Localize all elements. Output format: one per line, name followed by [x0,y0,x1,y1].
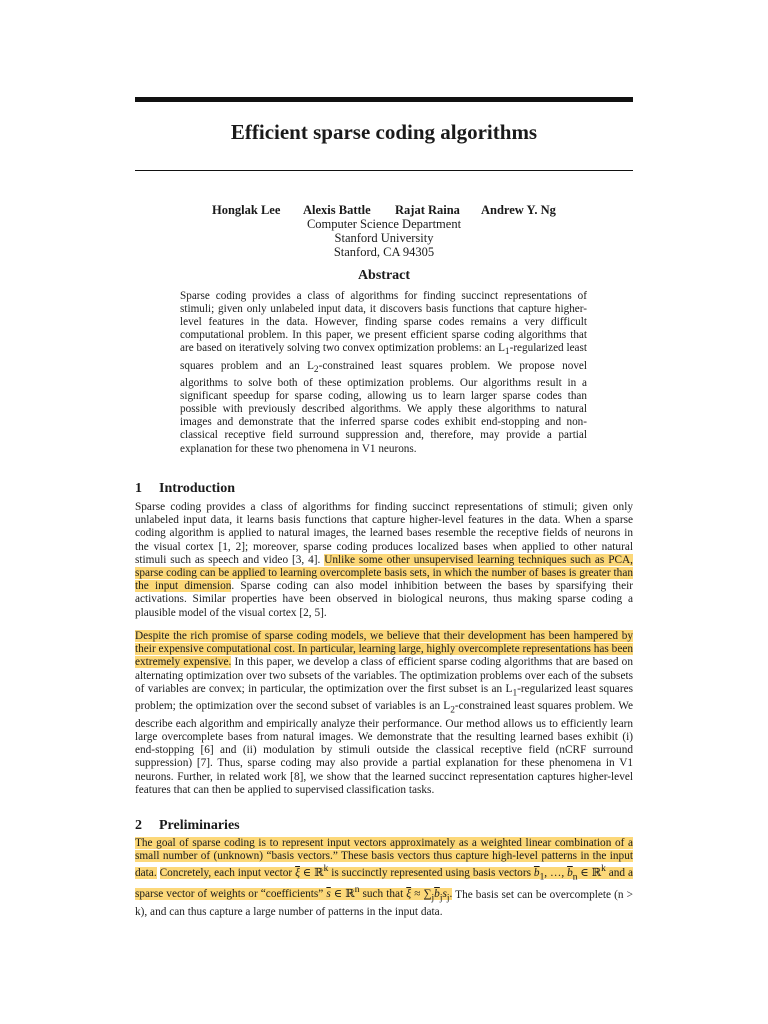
subscript: j [431,893,435,904]
math-symbol: ≈ ∑ [411,888,432,901]
math-symbol: $\overline{s}$ [326,888,331,901]
text-span: is succinctly represented using basis vectors [328,867,534,880]
text-span: -regularized least squares problem; the optimization over the second subset of variables is an [135,682,633,713]
author-name: Alexis Battle [303,203,371,217]
text-span: such that [359,888,407,901]
text-span: -constrained least squares problem. We describe each algorithm and empirically analyze their performance. Our method allows us to efficiently learn large overcomplete bases from natural images. We demonstrate that the resulting learned bases exhibit (i) end-stopping [6] and (ii) modulation by stimuli outside the classical receptive field (nCRF surround suppression) [7]. Thus, sparse coding may also provide a partial explanation for these phenomena in V1 neurons. Further, in related work [8], we show that the learned succinct representation captures higher-level features that can then be applied to supervised classification tasks. [135,700,633,796]
text-span: and a sparse vector of weights or “coefficients” [135,867,633,901]
abstract-subscript: 1 [504,347,510,358]
text-span: L [505,682,513,695]
prelim-paragraph [135,837,633,919]
subscript: 2 [450,705,455,716]
highlighted-text: Unlike some other unsupervised learning techniques such as PCA, sparse coding can be applied to learning overcomplete basis sets, in which the number of bases is greater than the input dimension [135,553,633,593]
superscript: k [601,864,606,875]
text-span: In this paper, we develop a class of efficient sparse coding algorithms that are based on alternating optimization over two subsets of the variables. The optimization problems over each of the subsets of variables are convex; in particular, the optimization over the first subset is an [135,656,633,695]
math-symbol: $\overline{b}$ [567,867,573,880]
abstract-subscript: 2 [313,364,319,375]
math-symbol: , …, [544,867,568,880]
math-symbol: $\overline{b}$ [434,888,440,901]
intro-paragraph-2 [135,630,633,797]
abstract-heading: Abstract [357,268,411,283]
subscript: 1 [539,872,545,883]
section-number: 1 [135,481,142,496]
superscript: n [354,885,360,896]
author-name: Andrew Y. Ng [481,203,556,217]
highlighted-text: Despite the rich promise of sparse coding models, we believe that their development has been hampered by their expensive computational cost. In particular, learning large, highly overcomplete representations has been extremely expensive. [135,630,633,669]
section-heading-preliminaries [135,818,240,834]
intro-paragraph-1 [135,501,633,620]
top-rule [135,97,633,102]
section-title: Introduction [159,481,235,496]
text-span: Concretely, each input vector [159,867,296,880]
subscript: 1 [512,688,518,699]
abstract-span: Sparse coding provides a class of algorithms for finding succinct representations of stimuli; given only unlabeled input data, it discovers basis functions that capture higher-level features in the data. However, finding sparse codes remains a very difficult computational problem. In this paper, we present efficient sparse coding algorithms that are based on iteratively solving two convex optimization problems: an [180,290,587,355]
abstract-span: L [307,359,314,372]
affiliation-line: Stanford, CA 94305 [333,245,435,259]
title-rule [135,170,633,171]
abstract-text [180,290,587,456]
math-symbol: ∈ ℝ [330,888,355,901]
text-span: L [443,700,451,713]
subscript: j [439,893,443,904]
text-span: The basis set can be overcomplete (n > k), and can thus capture a large number of patterns in the input data. [135,888,633,918]
text-span: . [449,888,453,901]
abstract-span: L [498,342,505,355]
paper-title: Efficient sparse coding algorithms [230,120,538,144]
math-symbol: s [442,888,447,901]
section-title: Preliminaries [159,818,240,833]
section-heading-introduction [135,481,235,497]
highlighted-text: The goal of sparse coding is to represent input vectors approximately as a weighted linear combination of a small number of (unknown) “basis vectors.” These basis vectors thus capture high-level patterns in the input data. [135,837,633,880]
abstract-span: -regularized least squares problem and an [180,342,587,372]
author-name: Rajat Raina [395,203,460,217]
subscript: j [446,893,450,904]
affiliation-line: Stanford University [334,231,434,245]
affiliation-line: Computer Science Department [306,217,462,231]
math-symbol: $\overline{b}$ [533,867,540,880]
math-symbol: $\overline{\xi}$ [406,888,412,901]
math-symbol: $\overline{\xi}$ [295,867,300,880]
text-span: . Sparse coding can also model inhibition between the bases by sparsifying their activations. Similar properties have been observed in biological neurons, thus making sparse coding a plausible model of the visual cortex [2, 5]. [135,580,633,619]
abstract-span: -constrained least squares problem. We propose novel algorithms to solve both of these optimization problems. Our algorithms result in a significant speedup for sparse coding, allowing us to learn larger sparse codes than possible with previously described algorithms. We apply these algorithms to natural images and demonstrate that the inferred sparse codes exhibit end-stopping and non-classical receptive field surround suppression and, therefore, may provide a partial explanation for these two phenomena in V1 neurons. [180,359,587,455]
section-number: 2 [135,818,142,833]
math-symbol: ∈ ℝ [299,867,324,880]
superscript: k [323,864,329,875]
subscript: n [572,872,578,883]
text-span: Sparse coding provides a class of algorithms for finding succinct representations of stimuli; given only unlabeled input data, it learns basis functions that capture higher-level features in the data. When a sparse coding algorithm is applied to natural images, the learned bases resemble the receptive fields of neurons in the visual cortex [1, 2]; moreover, sparse coding produces localized bases when applied to other natural stimuli such as speech and video [3, 4]. [135,501,633,566]
math-symbol: ∈ ℝ [577,867,602,880]
author-name: Honglak Lee [212,203,281,217]
